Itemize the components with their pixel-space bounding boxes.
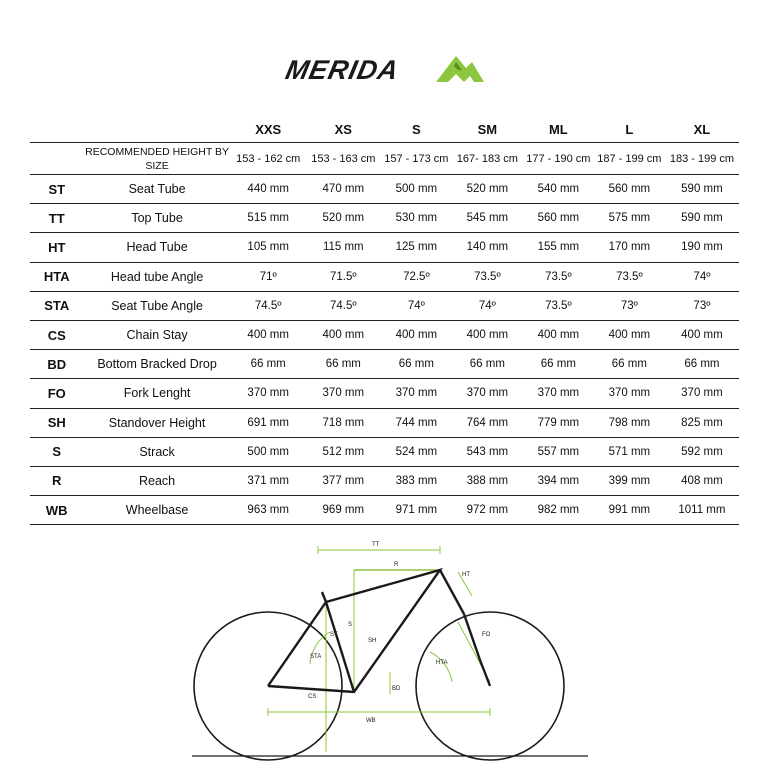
param-abbr: R (30, 466, 84, 495)
value-cell: 540 mm (523, 175, 594, 204)
height-range-cell: 153 - 163 cm (306, 143, 381, 175)
value-cell: 66 mm (452, 350, 523, 379)
label-cs: CS (308, 694, 317, 700)
value-cell: 744 mm (381, 408, 452, 437)
value-cell: 66 mm (594, 350, 665, 379)
abbr-cell (30, 143, 84, 175)
value-cell: 400 mm (381, 320, 452, 349)
size-header-row (30, 116, 739, 143)
value-cell: 971 mm (381, 496, 452, 525)
height-range-cell: 183 - 199 cm (665, 143, 739, 175)
label-sh: SH (368, 638, 377, 644)
value-cell: 370 mm (381, 379, 452, 408)
height-range-cell: 157 - 173 cm (381, 143, 452, 175)
value-cell: 72.5º (381, 262, 452, 291)
table-row (30, 466, 739, 495)
value-cell: 370 mm (665, 379, 739, 408)
value-cell: 140 mm (452, 233, 523, 262)
param-abbr: TT (30, 204, 84, 233)
param-abbr: SH (30, 408, 84, 437)
height-range-cell: 187 - 199 cm (594, 143, 665, 175)
value-cell: 66 mm (306, 350, 381, 379)
param-abbr: CS (30, 320, 84, 349)
header-blank (84, 116, 231, 143)
size-header-cell: XL (665, 116, 739, 143)
value-cell: 370 mm (594, 379, 665, 408)
value-cell: 515 mm (231, 204, 306, 233)
value-cell: 500 mm (381, 175, 452, 204)
value-cell: 170 mm (594, 233, 665, 262)
value-cell: 125 mm (381, 233, 452, 262)
table-row (30, 408, 739, 437)
size-header-cell: L (594, 116, 665, 143)
value-cell: 571 mm (594, 437, 665, 466)
value-cell: 73.5º (523, 262, 594, 291)
value-cell: 530 mm (381, 204, 452, 233)
param-abbr: BD (30, 350, 84, 379)
value-cell: 71º (231, 262, 306, 291)
recommended-height-label: RECOMMENDED HEIGHT BY SIZE (84, 143, 231, 175)
value-cell: 718 mm (306, 408, 381, 437)
header-blank (30, 116, 84, 143)
param-abbr: STA (30, 291, 84, 320)
value-cell: 73º (665, 291, 739, 320)
value-cell: 66 mm (231, 350, 306, 379)
value-cell: 470 mm (306, 175, 381, 204)
label-sta: STA (310, 654, 322, 660)
value-cell: 408 mm (665, 466, 739, 495)
label-st: ST (330, 632, 338, 638)
value-cell: 105 mm (231, 233, 306, 262)
table-row (30, 379, 739, 408)
value-cell: 74º (381, 291, 452, 320)
value-cell: 399 mm (594, 466, 665, 495)
label-hta: HTA (436, 660, 448, 666)
value-cell: 400 mm (594, 320, 665, 349)
value-cell: 370 mm (523, 379, 594, 408)
value-cell: 592 mm (665, 437, 739, 466)
param-name: Head tube Angle (84, 262, 231, 291)
table-row (30, 496, 739, 525)
table-row (30, 233, 739, 262)
value-cell: 798 mm (594, 408, 665, 437)
label-wb: WB (366, 718, 376, 724)
geometry-table (30, 116, 739, 525)
param-abbr: ST (30, 175, 84, 204)
value-cell: 440 mm (231, 175, 306, 204)
value-cell: 969 mm (306, 496, 381, 525)
value-cell: 400 mm (452, 320, 523, 349)
value-cell: 825 mm (665, 408, 739, 437)
value-cell: 383 mm (381, 466, 452, 495)
label-ht: HT (462, 572, 470, 578)
height-range-cell: 153 - 162 cm (231, 143, 306, 175)
label-s: S (348, 622, 353, 628)
value-cell: 590 mm (665, 175, 739, 204)
value-cell: 991 mm (594, 496, 665, 525)
param-abbr: S (30, 437, 84, 466)
value-cell: 190 mm (665, 233, 739, 262)
bike-frame (268, 570, 490, 692)
value-cell: 66 mm (523, 350, 594, 379)
table-row (30, 204, 739, 233)
value-cell: 73º (594, 291, 665, 320)
param-abbr: WB (30, 496, 84, 525)
value-cell: 500 mm (231, 437, 306, 466)
value-cell: 982 mm (523, 496, 594, 525)
value-cell: 155 mm (523, 233, 594, 262)
value-cell: 524 mm (381, 437, 452, 466)
param-abbr: HTA (30, 262, 84, 291)
merida-logo (282, 52, 486, 88)
value-cell: 370 mm (231, 379, 306, 408)
value-cell: 400 mm (523, 320, 594, 349)
param-abbr: HT (30, 233, 84, 262)
value-cell: 963 mm (231, 496, 306, 525)
size-header-cell: ML (523, 116, 594, 143)
value-cell: 370 mm (306, 379, 381, 408)
param-name: Wheelbase (84, 496, 231, 525)
value-cell: 1011 mm (665, 496, 739, 525)
value-cell: 972 mm (452, 496, 523, 525)
value-cell: 377 mm (306, 466, 381, 495)
param-name: Top Tube (84, 204, 231, 233)
value-cell: 74.5º (306, 291, 381, 320)
table-row (30, 175, 739, 204)
param-name: Seat Tube Angle (84, 291, 231, 320)
value-cell: 560 mm (523, 204, 594, 233)
value-cell: 557 mm (523, 437, 594, 466)
value-cell: 71.5º (306, 262, 381, 291)
bike-geometry-diagram (190, 532, 590, 772)
value-cell: 370 mm (452, 379, 523, 408)
size-header-cell: S (381, 116, 452, 143)
value-cell: 74º (665, 262, 739, 291)
dimension-lines (268, 546, 490, 752)
table-row (30, 350, 739, 379)
value-cell: 371 mm (231, 466, 306, 495)
value-cell: 400 mm (306, 320, 381, 349)
size-header-cell: XS (306, 116, 381, 143)
size-header-cell: XXS (231, 116, 306, 143)
value-cell: 394 mm (523, 466, 594, 495)
param-name: Head Tube (84, 233, 231, 262)
value-cell: 66 mm (381, 350, 452, 379)
value-cell: 543 mm (452, 437, 523, 466)
value-cell: 115 mm (306, 233, 381, 262)
size-header-cell: SM (452, 116, 523, 143)
value-cell: 691 mm (231, 408, 306, 437)
param-name: Bottom Bracked Drop (84, 350, 231, 379)
value-cell: 560 mm (594, 175, 665, 204)
table-row (30, 320, 739, 349)
table-row (30, 437, 739, 466)
label-fo: FO (482, 632, 491, 638)
label-tt: TT (372, 542, 380, 548)
param-abbr: FO (30, 379, 84, 408)
value-cell: 74º (452, 291, 523, 320)
param-name: Reach (84, 466, 231, 495)
value-cell: 779 mm (523, 408, 594, 437)
param-name: Strack (84, 437, 231, 466)
height-range-cell: 167- 183 cm (452, 143, 523, 175)
value-cell: 400 mm (665, 320, 739, 349)
value-cell: 73.5º (452, 262, 523, 291)
param-name: Standover Height (84, 408, 231, 437)
label-bd: BD (392, 686, 401, 692)
param-name: Seat Tube (84, 175, 231, 204)
height-range-cell: 177 - 190 cm (523, 143, 594, 175)
label-r: R (394, 562, 399, 568)
param-name: Fork Lenght (84, 379, 231, 408)
value-cell: 73.5º (594, 262, 665, 291)
value-cell: 545 mm (452, 204, 523, 233)
value-cell: 73.5º (523, 291, 594, 320)
value-cell: 66 mm (665, 350, 739, 379)
mountain-logo-icon (436, 52, 484, 86)
value-cell: 520 mm (452, 175, 523, 204)
value-cell: 74.5º (231, 291, 306, 320)
value-cell: 512 mm (306, 437, 381, 466)
recommended-height-row (30, 143, 739, 175)
value-cell: 764 mm (452, 408, 523, 437)
param-name: Chain Stay (84, 320, 231, 349)
value-cell: 575 mm (594, 204, 665, 233)
table-row (30, 262, 739, 291)
value-cell: 400 mm (231, 320, 306, 349)
table-row (30, 291, 739, 320)
brand-name: MERIDA (282, 55, 402, 85)
value-cell: 520 mm (306, 204, 381, 233)
value-cell: 590 mm (665, 204, 739, 233)
value-cell: 388 mm (452, 466, 523, 495)
